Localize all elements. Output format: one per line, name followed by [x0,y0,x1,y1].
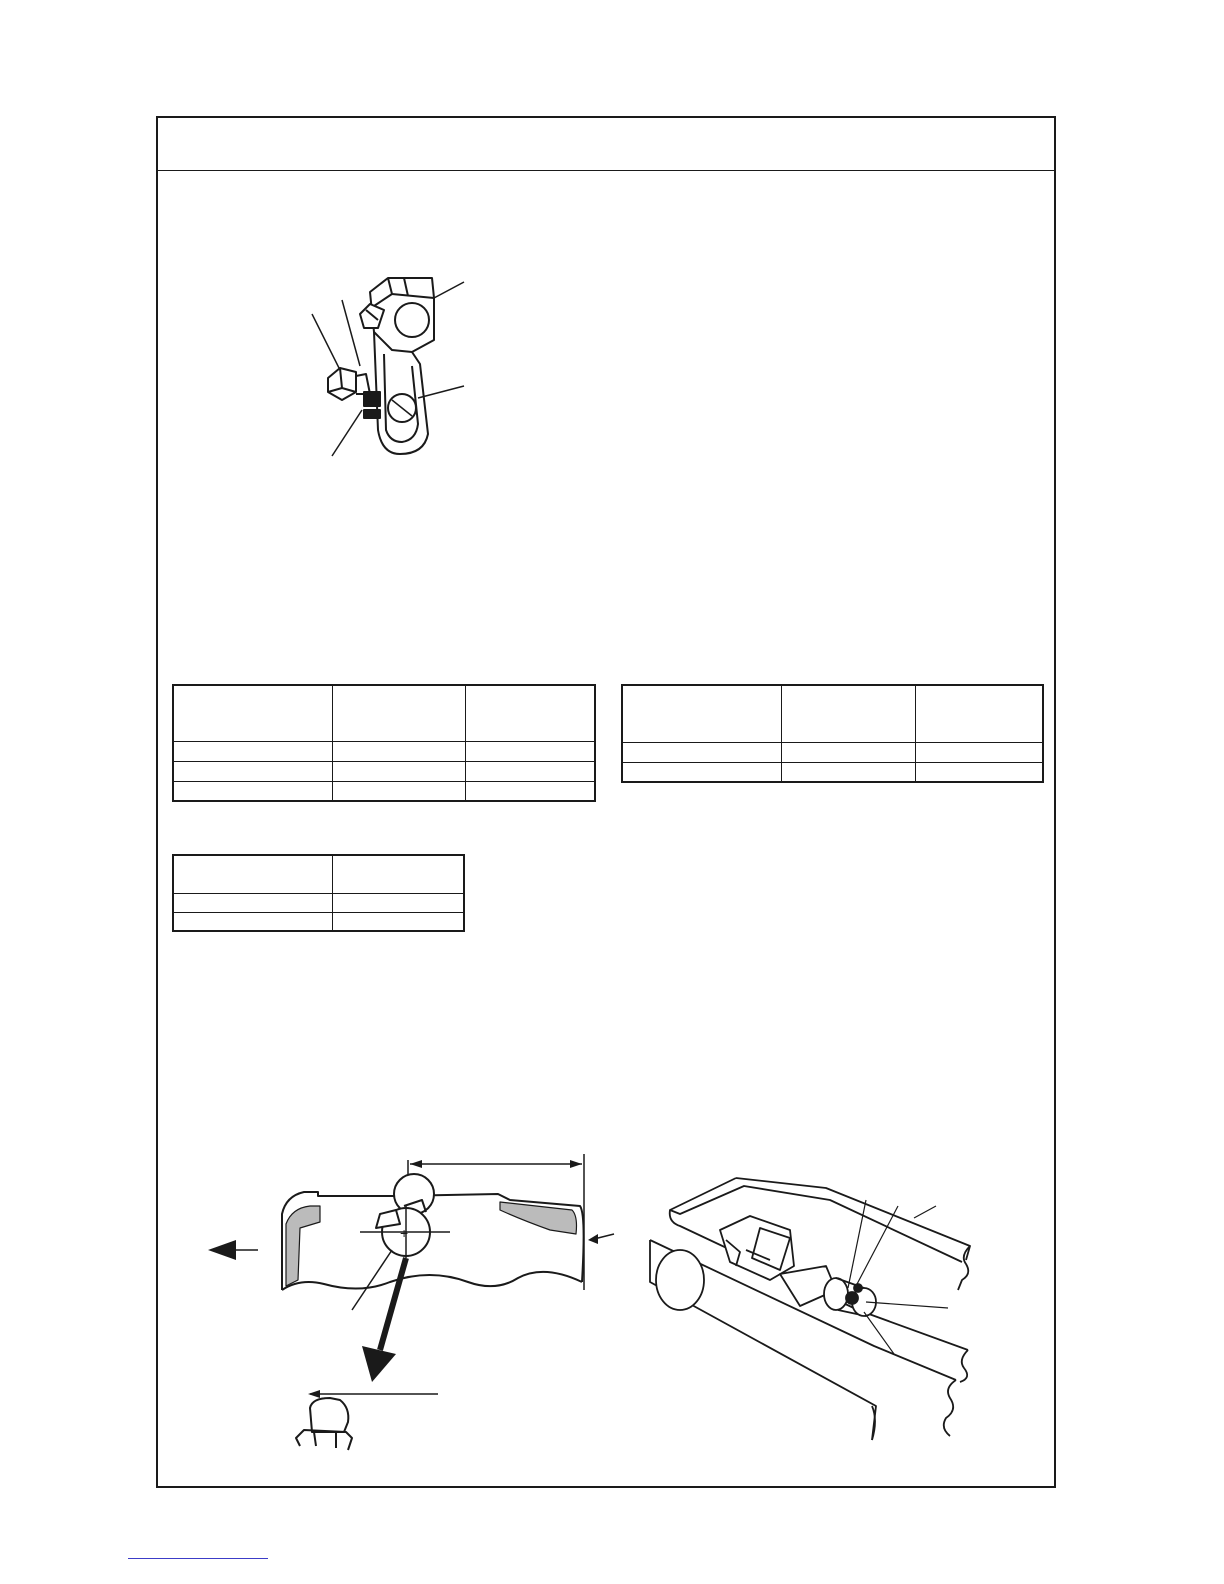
table-a-header-cell [466,685,596,741]
table-cell [622,762,782,782]
table-c [172,854,465,932]
table-c-header-row [173,855,464,893]
table-cell [466,761,596,781]
table-cell [782,742,916,762]
table-cell [173,912,333,931]
bottom-left-figure [200,1150,620,1460]
table-row [173,741,595,761]
table-cell [333,741,466,761]
hook-timing-position-drawing [200,1150,620,1460]
table-cell [333,893,465,912]
table-cell [466,781,596,801]
table-row [173,761,595,781]
table-b-header-row [622,685,1043,742]
table-cell [173,781,333,801]
table-cell [333,912,465,931]
table-b [621,684,1044,783]
table-cell [173,761,333,781]
svg-text:+: + [400,1225,409,1241]
table-c-header-cell [333,855,465,893]
table-b-header-cell [916,685,1044,742]
table-cell [916,762,1044,782]
table-row [622,762,1043,782]
table-cell [466,741,596,761]
table-cell [173,893,333,912]
page-header-band [158,118,1054,171]
table-row [173,893,464,912]
lever-clamp-assembly-drawing [300,270,480,470]
table-a [172,684,596,802]
table-cell [333,761,466,781]
bottom-right-figure [640,1170,980,1450]
table-c-header-cell [173,855,333,893]
table-b-header-cell [622,685,782,742]
table-a-header-cell [173,685,333,741]
table-a-header-cell [333,685,466,741]
table-cell [782,762,916,782]
table-row [622,742,1043,762]
top-figure [300,270,480,470]
table-a-header-row [173,685,595,741]
table-row [173,912,464,931]
table-cell [333,781,466,801]
table-cell [173,741,333,761]
footer-link-underline[interactable] [128,1558,268,1559]
table-b-header-cell [782,685,916,742]
table-row [173,781,595,801]
machine-bed-hook-area-drawing [640,1170,980,1450]
table-cell [622,742,782,762]
table-cell [916,742,1044,762]
